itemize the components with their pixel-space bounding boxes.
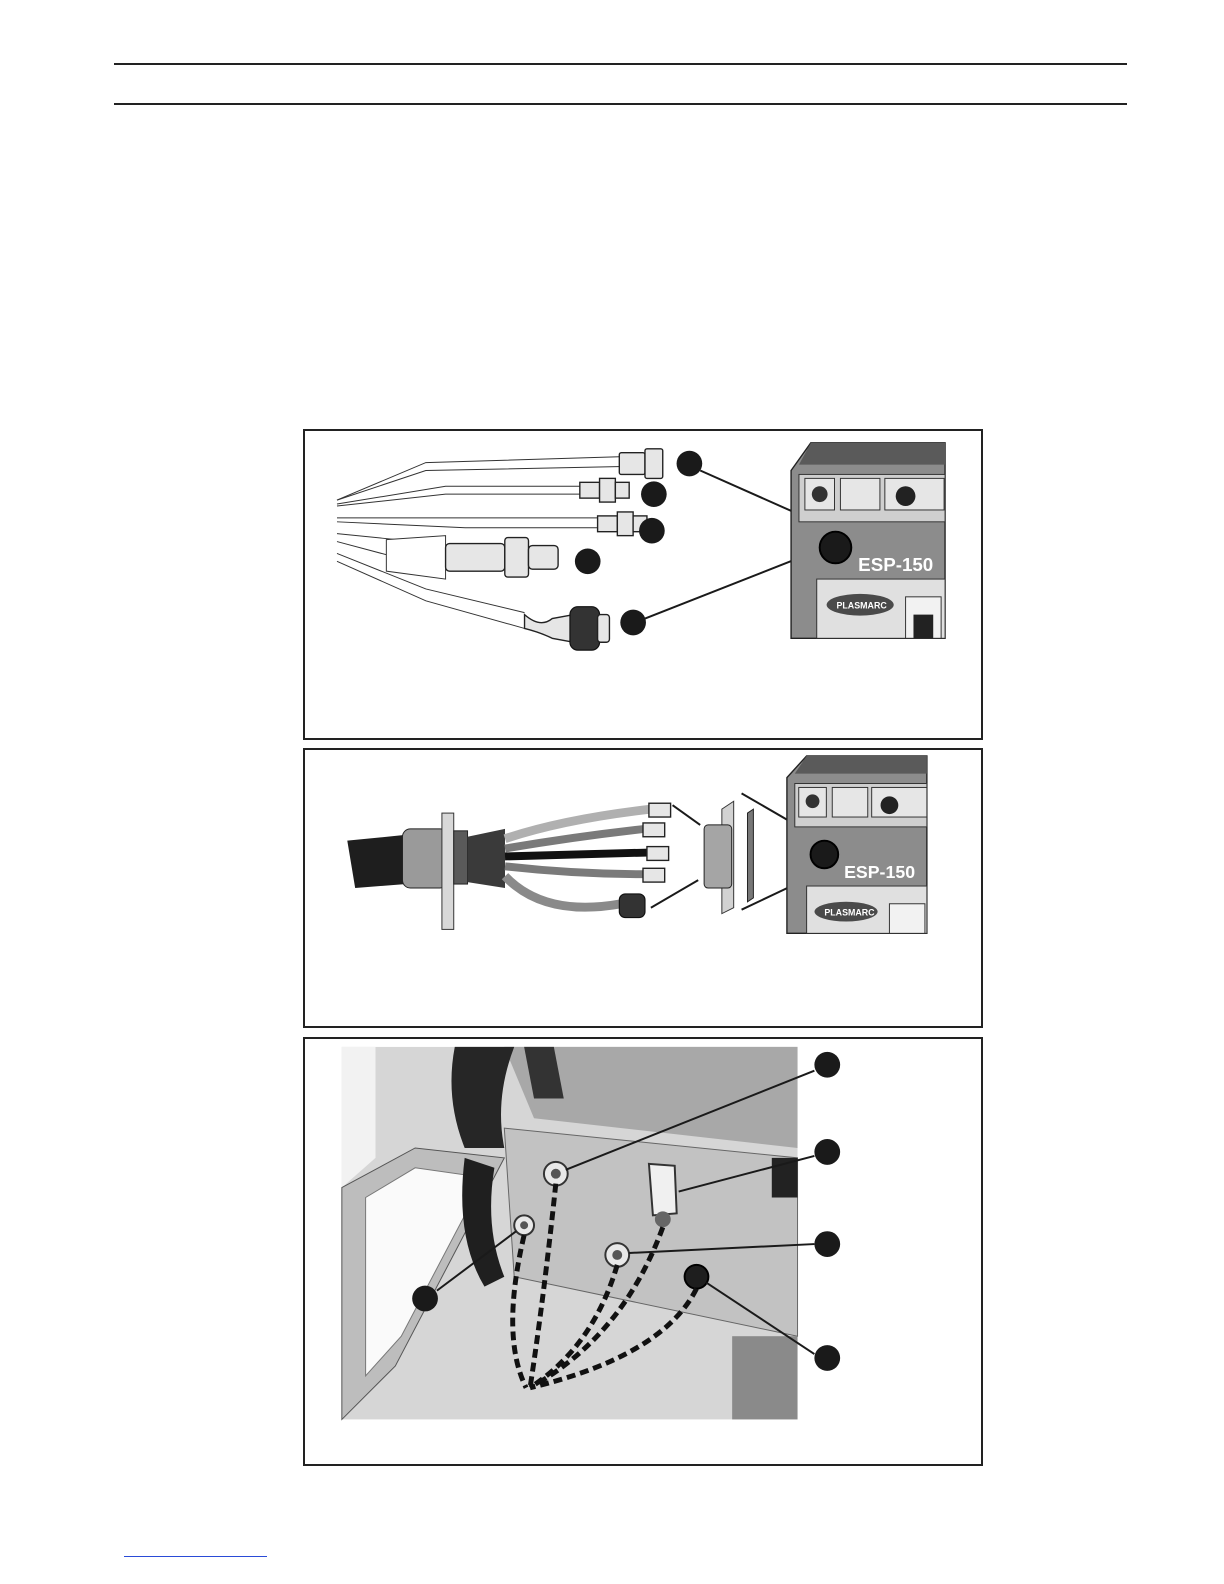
hose-leads xyxy=(505,803,671,917)
fitting-1 xyxy=(619,449,662,479)
figure-bulkhead-assembly xyxy=(303,748,983,1028)
header-rule-bottom xyxy=(114,103,1127,105)
figure-hose-connections xyxy=(303,429,983,740)
unit-label: ESP-150 xyxy=(858,554,934,576)
internal-connections-photo xyxy=(305,1039,981,1464)
fitting-4 xyxy=(446,538,559,577)
callout-5 xyxy=(412,1286,438,1312)
callout-2 xyxy=(641,481,667,507)
callout-1 xyxy=(677,451,703,477)
figure-internal-connections xyxy=(303,1037,983,1466)
callout-3 xyxy=(639,518,665,544)
hose-connections-illustration xyxy=(305,431,981,738)
callout-1 xyxy=(814,1052,840,1078)
header-rule-top xyxy=(114,63,1127,65)
power-source-cabinet xyxy=(791,443,945,638)
unit-label: ESP-150 xyxy=(844,862,916,883)
fitting-2 xyxy=(580,478,629,502)
callout-2 xyxy=(814,1139,840,1165)
brand-logo: PLASMARC xyxy=(836,600,887,611)
callout-3 xyxy=(814,1231,840,1257)
footer-link-underline xyxy=(124,1556,267,1557)
bulkhead-assembly-illustration xyxy=(305,750,981,1026)
fitting-5 xyxy=(525,607,610,650)
callout-5 xyxy=(620,610,646,636)
callout-4 xyxy=(814,1345,840,1371)
cable-and-connector xyxy=(347,813,505,929)
power-source-cabinet xyxy=(787,756,927,933)
callout-4 xyxy=(575,548,601,574)
brand-logo: PLASMARC xyxy=(824,907,875,918)
